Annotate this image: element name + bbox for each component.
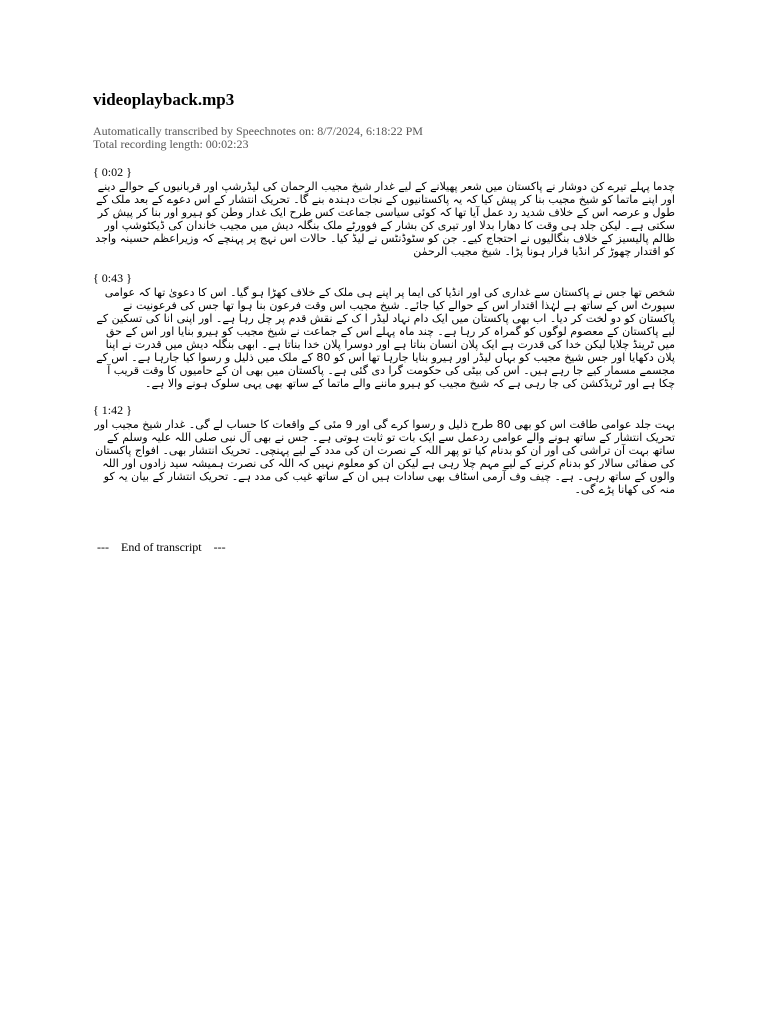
transcript-segment <box>93 271 675 390</box>
document-title: videoplayback.mp3 <box>93 90 235 109</box>
transcribed-by-line: Automatically transcribed by Speechnotes on: 8/7/2024, 6:18:22 PM <box>93 124 423 138</box>
segment-timestamp: { 0:43 } <box>93 271 132 285</box>
recording-length-line: Total recording length: 00:02:23 <box>93 137 249 151</box>
segment-text: شخص تھا جس نے پاکستان سے غداری کی اور انڈیا کی ایما پر اپنے ہی ملک کے خلاف کھڑا ہو گیا۔ اس کا دعویٰ تھا کہ عوامی سپورٹ اس کے ساتھ ہے لہٰذا اقتدار اس کے حوالے کیا جائے۔ شیخ مجیب اس وقت فرعون بنا ہوا تھا جس کی فرعونیت نے پاکستان کو دو لخت کر دیا۔ اب بھی پاکستان میں ایک دام نہاد لیڈر ا ک کے نقش قدم پر چل رہا ہے۔ اور اپنی انا کی تسکین کے لیے پاکستان کے معصوم لوگوں کو گمراہ کر رہا ہے۔ چند ماہ پہلے اس کے جماعت نے شیخ مجیب کو ہیرو بنایا اور اس کے حق میں ٹرینڈ چلایا لیکن خدا کی قدرت ہے ایک پلان انسان بناتا ہے اور دوسرا پلان خدا بناتا ہے۔ ابھی بنگلہ دیش میں قدرت نے اپنا پلان دکھایا اور جس شیخ مجیب کو بہاں لیڈر اور ہیرو بنایا جارہا تھا اس کو 80 کے ملک میں ذلیل و رسوا کیا جارہا ہے۔ اس کے مجسمے مسمار کیے جا رہے ہیں۔ اس کی بیٹی کی حکومت گرا دی گئی ہے۔ پاکستان میں بھی ان کے حامیوں کا وقت قریب آ چکا ہے اور ٹریڈکشن کی جا رہی ہے کہ شیخ مجیب کو ہیرو ماننے والے ماتما کے ساتھ بھی یہی سلوک ہونے والا ہے۔ <box>96 286 675 390</box>
transcript-metadata <box>93 125 675 151</box>
transcript-segment <box>93 165 675 258</box>
segment-text: بہت جلد عوامی طاقت اس کو بھی 80 طرح ذلیل و رسوا کرے گی اور 9 مئی کے واقعات کا حساب لے گی۔ غدار شیخ مجیب اور تحریک انتشار کے ساتھ ہونے والے عوامی ردعمل سے ایک بات تو ثابت ہوتی ہے۔ جس نے بھی آل نبی صلی اللہ علیہ وسلم کے ساتھ بہت آن تراشی کی اور ان کو بدنام کیا تو پھر اللہ کے نصرت ان کی مدد کے لیے پہنچی۔ تحریک انتشار بھی۔ افواج پاکستان کی صفائی سالار کو بدنام کرنے کے لیے مہم چلا رہی ہے لیکن ان کو معلوم نہیں کہ اللہ کی نصرت ہمیشہ سید زادوں اور اللہ والوں کے ساتھ رہی۔ ہے۔ چیف وف آرمی اسٹاف بھی سادات ہیں ان کے ساتھ غیب کی مدد ہے۔ تحریک انتشار کے بیان یہ کو منہ کی کھانا پڑے گی۔ <box>94 418 675 496</box>
segment-timestamp: { 0:02 } <box>93 165 132 179</box>
segment-timestamp: { 1:42 } <box>93 403 132 417</box>
end-of-transcript: --- End of transcript --- <box>97 540 226 554</box>
segment-text: چدما پہلے تیرے کن دوشار نے پاکستان میں شعر پھیلانے کے لیے غدار شیخ مجیب الرحمان کی لیڈرشپ اور قربانیوں کے حوالے دینے اور اپنے ماتما کو شیخ مجیب بنا کر پیش کیا کہ یہ پاکستانیوں کے نجات دہندہ بنے گا۔ تحریک انتشار کے اس دعوے کے بعد ملک کے طول و عرصہ اس کے خلاف شدید رد عمل آیا تھا کہ کوئی سیاسی جماعت کس طرح ایک غدار وطن کو ہیرو اور بنا کر پیش کر سکتی ہے۔ لیکن جلد ہی وقت کا دھارا بدلا اور تیری کن بشار کے فوورٹے ملک بنگلہ دیش میں مجیب خاندان کی ڈیکٹوشپ اور ظالم پالیسیز کے خلاف بنگالیوں نے احتجاج کیے۔ جن کو سٹوڈنٹس نے لیڈ کیا۔ حالات اس نہج پر پہنچے کہ وزیراعظم حسینہ واجد کو اقتدار چھوڑ کر انڈیا فرار ہونا پڑا۔ شیخ مجیب الرحمٰن <box>95 180 675 258</box>
transcript-segment <box>93 403 675 496</box>
